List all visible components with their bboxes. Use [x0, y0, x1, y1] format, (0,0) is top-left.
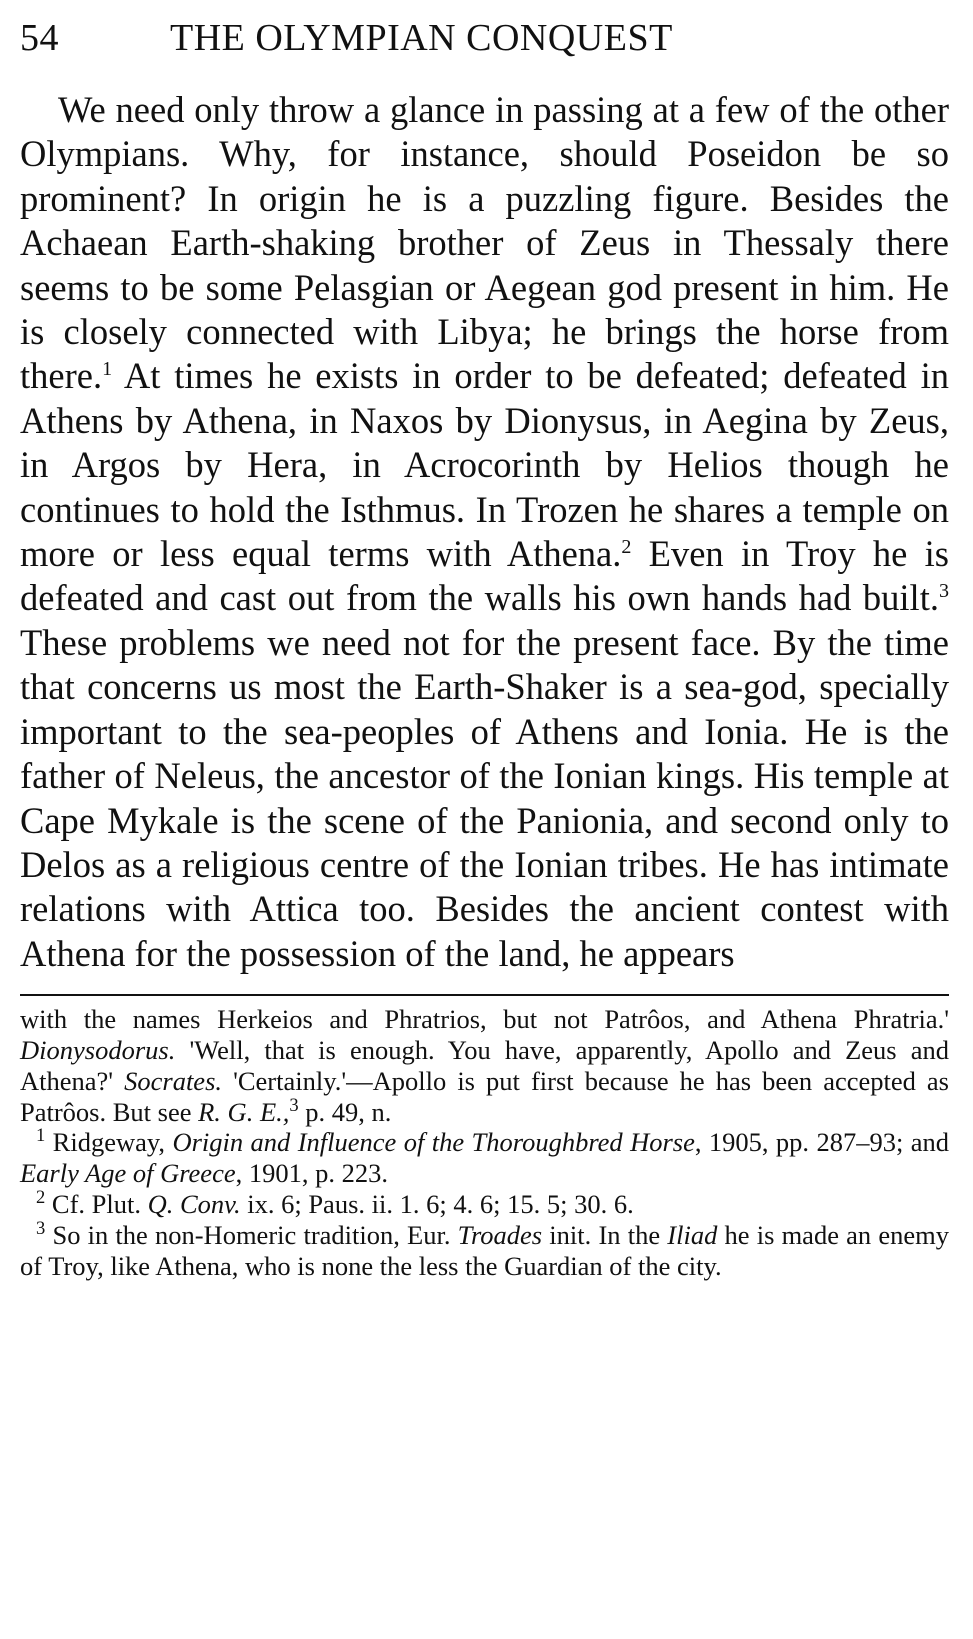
footnote-text: ix. 6; Paus. ii. 1. 6; 4. 6; 15. 5; 30. 6. [240, 1188, 634, 1219]
footnote-text: p. 49, n. [298, 1096, 392, 1127]
body-text: These problems we need not for the present face. By the time that concerns us most the Earth-Shaker is a sea-god, specially important to the sea-peoples of Athens and Ionia. He is the father of Neleus, the ancestor of the Ionian kings. His temple at Cape Mykale is the scene of the Panionia, and second only to Delos as a religious centre of the Ionian tribes. He has intimate relations with Attica too. Besides the ancient contest with Athena for the possession of the land, he appears [20, 621, 949, 974]
body-text: We need only throw a glance in passing at a few of the other Olympians. Why, for instance, should Poseidon be so prominent? In origin he is a puzzling figure. Besides the Achaean Earth-shaking brother of Zeus in Thessaly there seems to be some Pelasgian or Aegean god present in him. He is closely connected with Libya; he brings the horse from there. [20, 89, 949, 397]
footnote-speaker: Dionysodorus. [20, 1034, 176, 1065]
body-text: Even in Troy he is defeated and cast out from the walls his own hands had built. [20, 533, 949, 619]
footnote-title: Early Age of Greece [20, 1158, 236, 1189]
footnote-mark: 1 [36, 1125, 46, 1147]
footnote-mark: 3 [36, 1217, 46, 1239]
footnote-citation: R. G. E., [198, 1096, 290, 1127]
footnote-text: Ridgeway, [45, 1127, 173, 1158]
footnote-title: Troades [457, 1219, 543, 1250]
footnote-text: Cf. Plut. [45, 1188, 148, 1219]
page-number: 54 [20, 17, 59, 59]
running-title: THE OLYMPIAN CONQUEST [170, 17, 673, 59]
footnote-2 [20, 1189, 949, 1220]
footnote-ref-2: 2 [621, 535, 632, 558]
footnote-text: init. In the [542, 1219, 668, 1250]
footnote-divider [20, 994, 949, 996]
body-paragraph [20, 88, 949, 976]
footnote-ref-3: 3 [938, 580, 949, 603]
footnote-text: 'Certainly.'—Apollo is put first because he has been accepted as Patrôos. But see [20, 1065, 949, 1127]
footnote-text: with the names Herkeios and Phratrios, but not Patrôos, and Athena Phratria.' [20, 1004, 949, 1035]
footnote-citation-mark: 3 [289, 1094, 299, 1116]
footnote-title: Iliad [667, 1219, 718, 1250]
page-header [20, 8, 949, 68]
footnote-ref-1: 1 [102, 358, 113, 381]
footnote-continued [20, 1004, 949, 1127]
footnote-mark: 2 [36, 1187, 46, 1209]
footnote-3 [20, 1217, 949, 1282]
footnote-text: 'Well, that is enough. You have, apparently, Apollo and Zeus and Athena?' [20, 1034, 949, 1096]
footnote-text: he is made an enemy of Troy, like Athena, who is none the less the Guardian of the city. [20, 1219, 949, 1281]
footnote-text: So in the non-Homeric tradition, Eur. [45, 1219, 458, 1250]
footnotes [20, 1004, 949, 1281]
footnote-text: , 1901, p. 223. [235, 1158, 388, 1189]
body-text: At times he exists in order to be defeated; defeated in Athens by Athena, in Naxos by Dionysus, in Aegina by Zeus, in Argos by Hera, in Acrocorinth by Helios though he continues to hold the Isthmus. In Trozen he shares a temple on more or less equal terms with Athena. [20, 355, 949, 575]
footnote-speaker: Socrates. [124, 1065, 223, 1096]
footnote-text: , 1905, pp. 287–93; and [694, 1127, 950, 1158]
footnote-title: Q. Conv. [147, 1188, 241, 1219]
footnote-1 [20, 1127, 949, 1189]
footnote-title: Origin and Influence of the Thoroughbred Horse [172, 1127, 695, 1158]
